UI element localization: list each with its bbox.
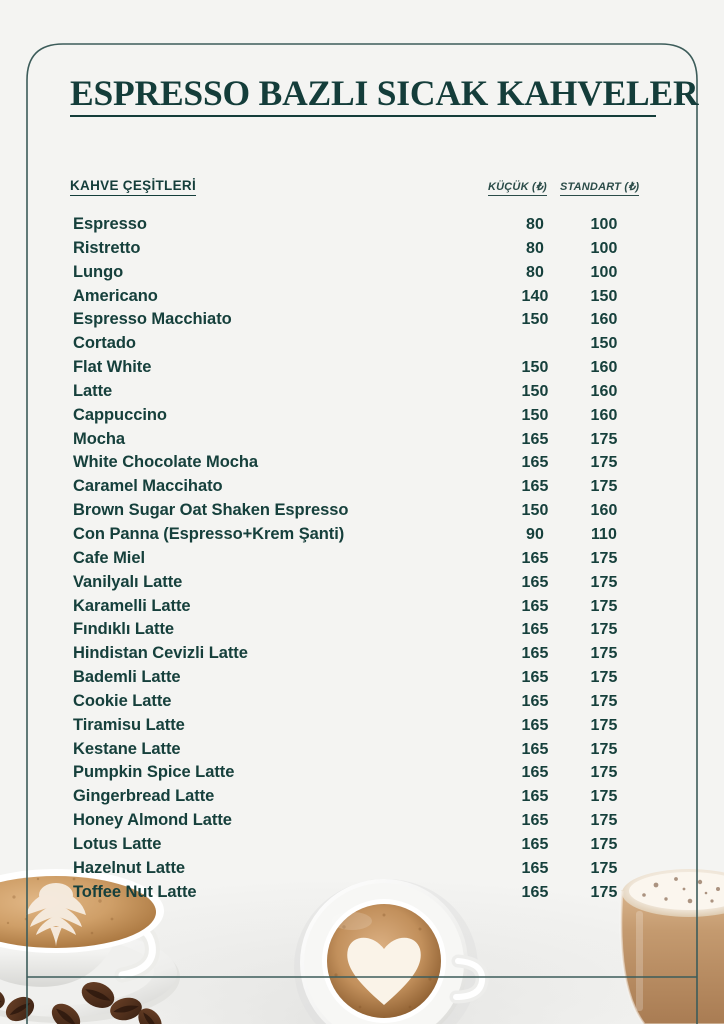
item-price-standard: 175 xyxy=(590,716,618,734)
column-header-items: KAHVE ÇEŞİTLERİ xyxy=(70,178,196,196)
table-row xyxy=(70,475,660,499)
item-name: Gingerbread Latte xyxy=(73,787,215,806)
item-name: Cappuccino xyxy=(73,405,167,424)
item-price-standard: 100 xyxy=(590,239,618,257)
title-underline xyxy=(70,115,656,117)
page-title: ESPRESSO BAZLI SICAK KAHVELER xyxy=(70,73,699,113)
menu-rows xyxy=(70,213,660,904)
item-name: Con Panna (Espresso+Krem Şanti) xyxy=(73,524,345,543)
item-price-small: 165 xyxy=(521,835,549,853)
item-price-small: 165 xyxy=(521,454,549,472)
item-price-standard: 175 xyxy=(590,549,618,567)
item-price-standard: 175 xyxy=(590,669,618,687)
table-row xyxy=(70,237,660,261)
item-name: Brown Sugar Oat Shaken Espresso xyxy=(73,501,349,520)
table-row xyxy=(70,809,660,833)
item-price-small: 80 xyxy=(526,216,544,233)
item-price-standard: 175 xyxy=(590,597,618,615)
table-row xyxy=(70,595,660,619)
table-row xyxy=(70,332,660,356)
table-row xyxy=(70,499,660,523)
item-name: Cortado xyxy=(73,334,136,353)
item-price-small: 165 xyxy=(521,740,549,758)
item-price-small: 165 xyxy=(521,716,549,734)
item-name: Toffee Nut Latte xyxy=(73,882,197,901)
item-price-standard: 160 xyxy=(590,406,618,424)
item-price-small: 150 xyxy=(521,406,549,424)
table-row xyxy=(70,261,660,285)
item-name: Karamelli Latte xyxy=(73,596,191,615)
item-price-standard: 160 xyxy=(590,359,618,377)
item-price-standard: 150 xyxy=(590,335,618,353)
item-price-standard: 100 xyxy=(590,216,618,233)
item-price-standard: 175 xyxy=(590,740,618,758)
item-price-standard: 175 xyxy=(590,764,618,782)
item-price-standard: 175 xyxy=(590,812,618,830)
table-row xyxy=(70,451,660,475)
item-price-small: 165 xyxy=(521,692,549,710)
item-name: Fındıklı Latte xyxy=(73,620,175,639)
item-name: Pumpkin Spice Latte xyxy=(73,763,235,782)
item-name: Hazelnut Latte xyxy=(73,858,186,877)
item-price-standard: 175 xyxy=(590,430,618,448)
item-price-standard: 175 xyxy=(590,692,618,710)
table-row xyxy=(70,690,660,714)
item-price-standard: 175 xyxy=(590,883,618,901)
item-price-small: 165 xyxy=(521,788,549,806)
item-name: Espresso xyxy=(73,215,147,233)
table-row xyxy=(70,761,660,785)
item-price-small: 150 xyxy=(521,382,549,400)
item-price-standard: 160 xyxy=(590,382,618,400)
item-price-small: 165 xyxy=(521,764,549,782)
table-row xyxy=(70,404,660,428)
item-price-small: 80 xyxy=(526,263,544,281)
item-price-small: 165 xyxy=(521,573,549,591)
table-row xyxy=(70,618,660,642)
item-name: Ristretto xyxy=(73,238,141,257)
item-price-small: 165 xyxy=(521,597,549,615)
item-price-small: 165 xyxy=(521,812,549,830)
item-name: Flat White xyxy=(73,358,152,377)
item-price-standard: 175 xyxy=(590,454,618,472)
item-name: Cafe Miel xyxy=(73,548,145,567)
item-price-small: 165 xyxy=(521,478,549,496)
item-name: Latte xyxy=(73,381,113,400)
item-price-standard: 160 xyxy=(590,311,618,329)
item-name: Lungo xyxy=(73,262,124,281)
table-row xyxy=(70,833,660,857)
item-name: White Chocolate Mocha xyxy=(73,453,259,472)
table-row xyxy=(70,666,660,690)
table-row xyxy=(70,428,660,452)
item-name: Caramel Maccihato xyxy=(73,477,223,496)
item-price-standard: 175 xyxy=(590,859,618,877)
item-price-small: 165 xyxy=(521,621,549,639)
table-row xyxy=(70,380,660,404)
column-header-small: KÜÇÜK (₺) xyxy=(488,180,547,196)
item-name: Vanilyalı Latte xyxy=(73,572,183,591)
table-row xyxy=(70,857,660,881)
item-price-small: 150 xyxy=(521,311,549,329)
item-name: Lotus Latte xyxy=(73,834,162,853)
table-row xyxy=(70,523,660,547)
table-row xyxy=(70,285,660,309)
table-row xyxy=(70,785,660,809)
item-price-small: 165 xyxy=(521,430,549,448)
table-row xyxy=(70,738,660,762)
item-price-standard: 150 xyxy=(590,287,618,305)
table-row xyxy=(70,356,660,380)
table-row xyxy=(70,714,660,738)
item-price-standard: 160 xyxy=(590,502,618,520)
item-price-standard: 100 xyxy=(590,263,618,281)
item-name: Hindistan Cevizli Latte xyxy=(73,644,248,663)
item-price-small: 165 xyxy=(521,883,549,901)
item-name: Bademli Latte xyxy=(73,668,181,687)
table-row xyxy=(70,547,660,571)
table-row xyxy=(70,881,660,905)
item-name: Americano xyxy=(73,286,158,305)
item-price-standard: 175 xyxy=(590,788,618,806)
table-row xyxy=(70,571,660,595)
table-row xyxy=(70,642,660,666)
item-price-small: 80 xyxy=(526,239,544,257)
item-name: Kestane Latte xyxy=(73,739,181,758)
table-row xyxy=(70,308,660,332)
item-price-small: 150 xyxy=(521,359,549,377)
table-row xyxy=(70,213,660,237)
item-price-small: 140 xyxy=(521,287,549,305)
item-price-small: 150 xyxy=(521,502,549,520)
item-name: Honey Almond Latte xyxy=(73,811,232,830)
item-price-standard: 175 xyxy=(590,573,618,591)
item-price-standard: 175 xyxy=(590,645,618,663)
item-name: Cookie Latte xyxy=(73,691,172,710)
page-title-block xyxy=(70,73,699,117)
item-price-small: 90 xyxy=(526,525,544,543)
item-price-standard: 110 xyxy=(590,525,618,543)
item-name: Espresso Macchiato xyxy=(73,310,232,329)
item-price-standard: 175 xyxy=(590,478,618,496)
table-header-row xyxy=(70,178,660,200)
item-name: Mocha xyxy=(73,429,126,448)
item-price-small: 165 xyxy=(521,669,549,687)
item-price-standard: 175 xyxy=(590,621,618,639)
menu-table xyxy=(70,178,660,904)
column-header-standard: STANDART (₺) xyxy=(560,180,639,196)
item-price-standard: 175 xyxy=(590,835,618,853)
item-price-small: 165 xyxy=(521,549,549,567)
item-price-small: 165 xyxy=(521,645,549,663)
item-price-small: 165 xyxy=(521,859,549,877)
item-name: Tiramisu Latte xyxy=(73,715,185,734)
